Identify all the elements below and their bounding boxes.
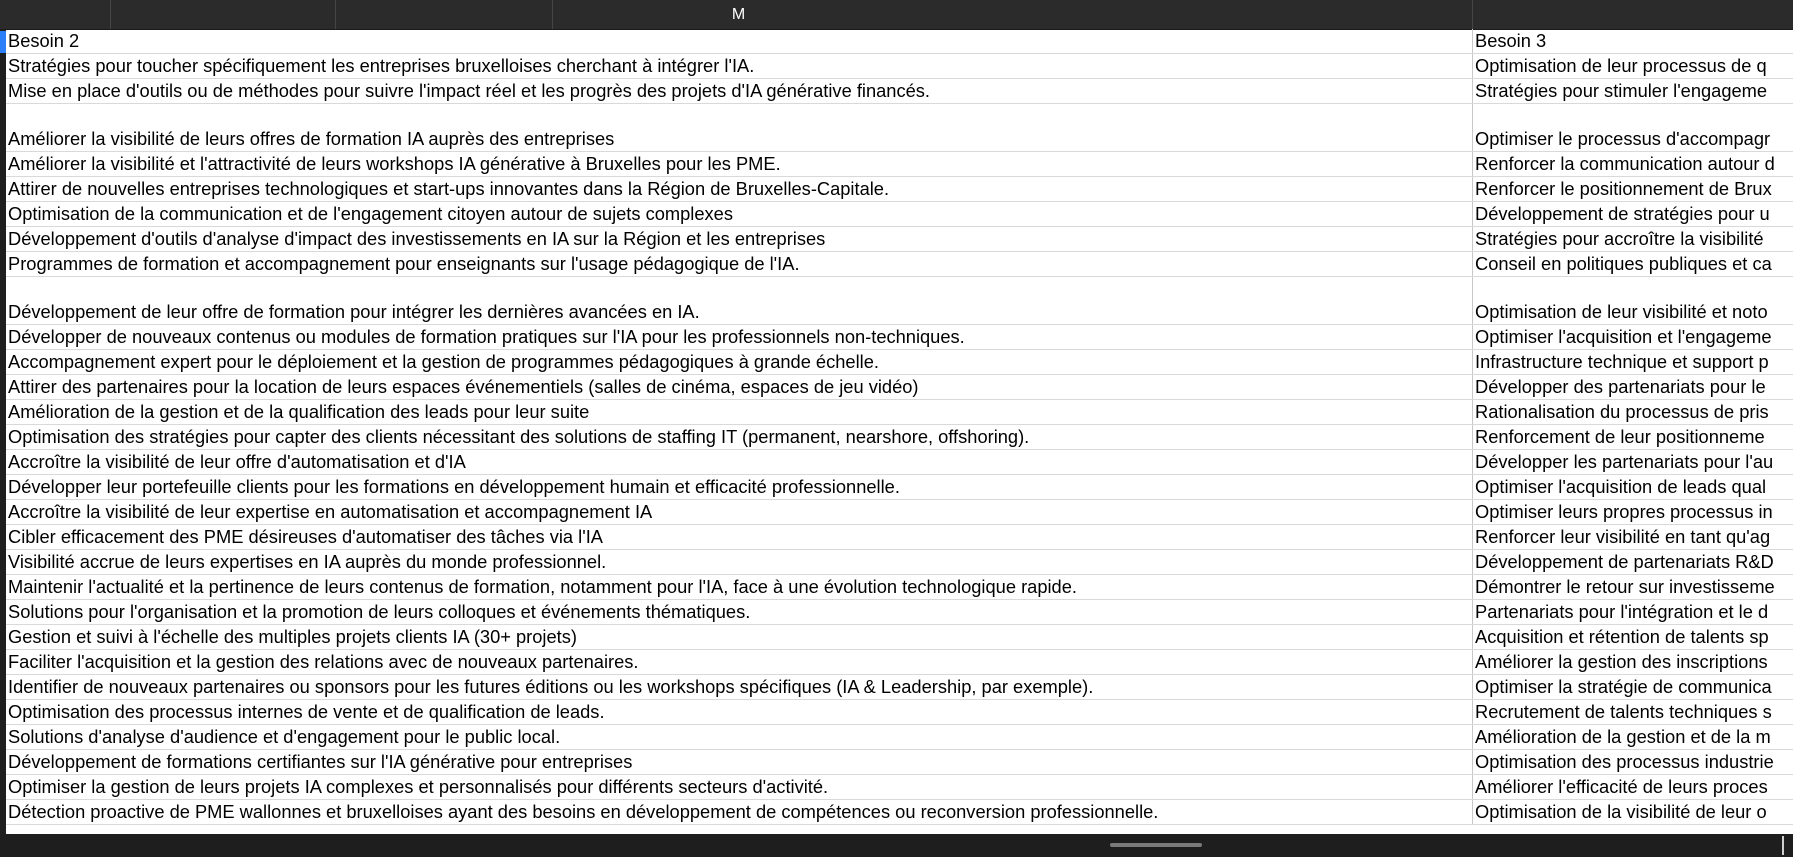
cell-besoin-2[interactable]: Développement de formations certifiantes sur l'IA générative pour entreprises: [6, 750, 1473, 774]
cell-besoin-3[interactable]: Optimiser leurs propres processus in: [1475, 501, 1773, 522]
cell-besoin-2[interactable]: Solutions pour l'organisation et la promotion de leurs colloques et événements thématiques.: [6, 600, 1473, 624]
cell-besoin-3[interactable]: Optimiser la stratégie de communica: [1475, 676, 1772, 697]
table-row: [6, 54, 1793, 79]
cell-besoin-3[interactable]: Optimisation des processus industrie: [1475, 751, 1774, 772]
table-row: [6, 450, 1793, 475]
column-header-m[interactable]: M: [731, 6, 746, 23]
table-row: [6, 79, 1793, 104]
cell-besoin-2[interactable]: Détection proactive de PME wallonnes et bruxelloises ayant des besoins en développement de compétences ou reconversion professionnelle.: [6, 800, 1473, 824]
cell-besoin-3[interactable]: Acquisition et rétention de talents sp: [1475, 626, 1769, 647]
cell-besoin-3[interactable]: Améliorer l'efficacité de leurs proces: [1475, 776, 1768, 797]
cell-besoin-2[interactable]: Développement de leur offre de formation pour intégrer les dernières avancées en IA.: [6, 277, 1473, 324]
cell-besoin-2[interactable]: Attirer des partenaires pour la location de leurs espaces événementiels (salles de cinéma, espaces de jeu vidéo): [6, 375, 1473, 399]
cell-besoin-2[interactable]: Attirer de nouvelles entreprises technologiques et start-ups innovantes dans la Région de Bruxelles-Capitale.: [6, 177, 1473, 201]
cell-besoin-3[interactable]: Développement de partenariats R&D: [1475, 551, 1774, 572]
cell-besoin-3[interactable]: Amélioration de la gestion et de la m: [1475, 726, 1771, 747]
table-row: [6, 227, 1793, 252]
table-row: [6, 325, 1793, 350]
cell-besoin-3[interactable]: Stratégies pour stimuler l'engageme: [1475, 80, 1768, 101]
cell-besoin-2[interactable]: Visibilité accrue de leurs expertises en IA auprès du monde professionnel.: [6, 550, 1473, 574]
cell-besoin-2[interactable]: Optimisation de la communication et de l'engagement citoyen autour de sujets complexes: [6, 202, 1473, 226]
table-row: [6, 277, 1793, 325]
cell-besoin-2[interactable]: Identifier de nouveaux partenaires ou sponsors pour les futures éditions ou les workshops spécifiques (IA & Leadership, par exemple).: [6, 675, 1473, 699]
table-row: [6, 700, 1793, 725]
table-row: [6, 350, 1793, 375]
cell-besoin-3[interactable]: Besoin 3: [1475, 30, 1547, 51]
cell-besoin-3[interactable]: Partenariats pour l'intégration et le d: [1475, 601, 1769, 622]
cell-besoin-3[interactable]: Démontrer le retour sur investisseme: [1475, 576, 1775, 597]
table-row: [6, 550, 1793, 575]
cell-besoin-2[interactable]: Cibler efficacement des PME désireuses d'automatiser des tâches via l'IA: [6, 525, 1473, 549]
cell-besoin-3[interactable]: Renforcer leur visibilité en tant qu'ag: [1475, 526, 1771, 547]
cell-besoin-2[interactable]: Programmes de formation et accompagnement pour enseignants sur l'usage pédagogique de l'IA.: [6, 252, 1473, 276]
cell-besoin-2[interactable]: Faciliter l'acquisition et la gestion des relations avec de nouveaux partenaires.: [6, 650, 1473, 674]
cell-besoin-2[interactable]: Mise en place d'outils ou de méthodes pour suivre l'impact réel et les progrès des projets d'IA générative financés.: [6, 79, 1473, 103]
cell-besoin-3[interactable]: Améliorer la gestion des inscriptions: [1475, 651, 1768, 672]
cell-besoin-3[interactable]: Développer des partenariats pour le: [1475, 376, 1766, 397]
cell-besoin-2[interactable]: Optimisation des processus internes de vente et de qualification de leads.: [6, 700, 1473, 724]
cell-besoin-2[interactable]: Gestion et suivi à l'échelle des multiples projets clients IA (30+ projets): [6, 625, 1473, 649]
cell-besoin-2[interactable]: Développement d'outils d'analyse d'impact des investissements en IA sur la Région et les entreprises: [6, 227, 1473, 251]
table-row: [6, 252, 1793, 277]
table-row: [6, 575, 1793, 600]
cell-besoin-3[interactable]: Optimisation de la visibilité de leur o: [1475, 801, 1767, 822]
spreadsheet-grid[interactable]: [6, 29, 1793, 834]
table-row: [6, 625, 1793, 650]
cell-besoin-2[interactable]: Développer leur portefeuille clients pour les formations en développement humain et efficacité professionnelle.: [6, 475, 1473, 499]
cell-besoin-2[interactable]: Accompagnement expert pour le déploiement et la gestion de programmes pédagogiques à grande échelle.: [6, 350, 1473, 374]
cell-besoin-3[interactable]: Développement de stratégies pour u: [1475, 203, 1770, 224]
horizontal-scroll-handle[interactable]: [1110, 843, 1202, 847]
cell-besoin-3[interactable]: Renforcer le positionnement de Brux: [1475, 178, 1772, 199]
table-row: [6, 650, 1793, 675]
cell-besoin-3[interactable]: Stratégies pour accroître la visibilité: [1475, 228, 1764, 249]
table-row: [6, 475, 1793, 500]
cell-besoin-3[interactable]: Optimiser l'acquisition et l'engageme: [1475, 326, 1772, 347]
cell-besoin-2[interactable]: Amélioration de la gestion et de la qualification des leads pour leur suite: [6, 400, 1473, 424]
table-row: [6, 675, 1793, 700]
cell-besoin-3[interactable]: Conseil en politiques publiques et ca: [1475, 253, 1772, 274]
cell-besoin-3[interactable]: Optimisation de leur processus de q: [1475, 55, 1767, 76]
cell-besoin-3[interactable]: Recrutement de talents techniques s: [1475, 701, 1772, 722]
cell-besoin-3[interactable]: Optimisation de leur visibilité et noto: [1475, 301, 1768, 322]
table-row: [6, 152, 1793, 177]
cell-besoin-2[interactable]: Maintenir l'actualité et la pertinence de leurs contenus de formation, notamment pour l'IA, face à une évolution technologique rapide.: [6, 575, 1473, 599]
table-row: [6, 29, 1793, 54]
cell-besoin-2[interactable]: Stratégies pour toucher spécifiquement les entreprises bruxelloises cherchant à intégrer l'IA.: [6, 54, 1473, 78]
table-row: [6, 775, 1793, 800]
cell-besoin-3[interactable]: Renforcer la communication autour d: [1475, 153, 1775, 174]
table-row: [6, 800, 1793, 825]
cell-besoin-3[interactable]: Optimiser le processus d'accompagr: [1475, 128, 1771, 149]
cell-besoin-2[interactable]: Solutions d'analyse d'audience et d'engagement pour le public local.: [6, 725, 1473, 749]
text-cursor-icon: [1782, 836, 1784, 855]
table-row: [6, 750, 1793, 775]
cell-besoin-2[interactable]: Accroître la visibilité de leur offre d'automatisation et d'IA: [6, 450, 1473, 474]
column-header-n[interactable]: [1473, 0, 1793, 29]
cell-besoin-2[interactable]: Besoin 2: [6, 29, 1473, 53]
table-row: [6, 104, 1793, 152]
table-row: [6, 525, 1793, 550]
cell-besoin-2[interactable]: Améliorer la visibilité de leurs offres de formation IA auprès des entreprises: [6, 104, 1473, 151]
table-row: [6, 202, 1793, 227]
table-row: [6, 425, 1793, 450]
cell-besoin-3[interactable]: Rationalisation du processus de pris: [1475, 401, 1769, 422]
cell-besoin-3[interactable]: Développer les partenariats pour l'au: [1475, 451, 1774, 472]
table-row: [6, 177, 1793, 202]
cell-besoin-3[interactable]: Infrastructure technique et support p: [1475, 351, 1769, 372]
cell-besoin-3[interactable]: Optimiser l'acquisition de leads qual: [1475, 476, 1767, 497]
cell-besoin-3[interactable]: Renforcement de leur positionneme: [1475, 426, 1765, 447]
table-row: [6, 725, 1793, 750]
table-row: [6, 400, 1793, 425]
table-row: [6, 500, 1793, 525]
cell-besoin-2[interactable]: Améliorer la visibilité et l'attractivité de leurs workshops IA générative à Bruxelles pour les PME.: [6, 152, 1473, 176]
bottom-bar: [0, 834, 1793, 857]
cell-besoin-2[interactable]: Optimisation des stratégies pour capter des clients nécessitant des solutions de staffing IT (permanent, nearshore, offshoring).: [6, 425, 1473, 449]
table-row: [6, 375, 1793, 400]
table-row: [6, 600, 1793, 625]
cell-besoin-2[interactable]: Accroître la visibilité de leur expertise en automatisation et accompagnement IA: [6, 500, 1473, 524]
column-header-bar: [0, 0, 1793, 30]
cell-besoin-2[interactable]: Optimiser la gestion de leurs projets IA complexes et personnalisés pour différents secteurs d'activité.: [6, 775, 1473, 799]
cell-besoin-2[interactable]: Développer de nouveaux contenus ou modules de formation pratiques sur l'IA pour les professionnels non-techniques.: [6, 325, 1473, 349]
